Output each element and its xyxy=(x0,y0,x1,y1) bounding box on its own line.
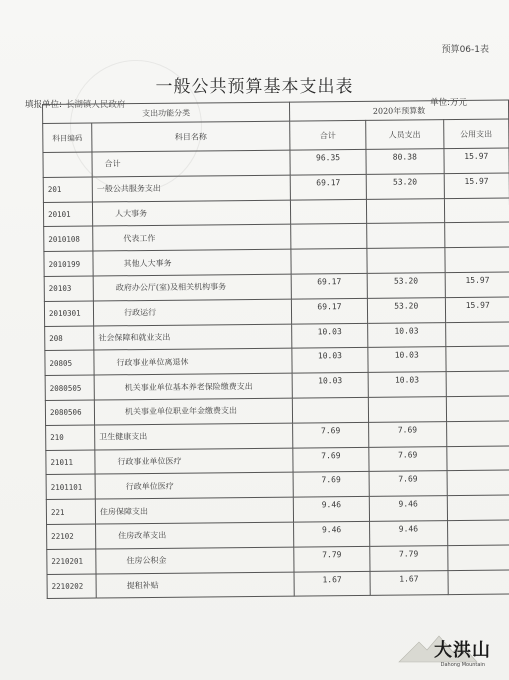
row-personnel: 7.79 xyxy=(370,545,448,571)
row-code: 2210201 xyxy=(47,549,96,574)
row-personnel: 9.46 xyxy=(370,521,448,547)
row-name: 社会保障和就业支出 xyxy=(94,324,292,351)
header-function-classification: 支出功能分类 xyxy=(43,102,290,123)
row-public: 15.97 xyxy=(444,173,509,198)
row-personnel xyxy=(368,397,446,423)
row-total: 1.67 xyxy=(294,571,370,597)
row-public xyxy=(446,446,509,471)
row-public xyxy=(447,470,509,495)
row-public: 15.97 xyxy=(445,272,509,297)
row-code: 2080506 xyxy=(45,400,94,425)
row-public xyxy=(444,198,509,223)
row-code: 221 xyxy=(46,499,95,524)
row-total: 7.69 xyxy=(293,422,369,448)
row-personnel: 10.03 xyxy=(368,322,446,348)
table-body xyxy=(43,148,509,599)
row-personnel: 7.69 xyxy=(369,471,447,497)
row-public xyxy=(444,247,509,272)
row-total: 7.69 xyxy=(293,447,369,473)
row-code: 208 xyxy=(45,326,94,351)
row-code: 21011 xyxy=(46,450,95,475)
row-personnel: 53.20 xyxy=(367,297,445,323)
row-total: 96.35 xyxy=(290,149,366,175)
row-total: 9.46 xyxy=(293,497,369,523)
row-name: 提租补贴 xyxy=(96,572,294,599)
row-code: 2210202 xyxy=(47,574,96,599)
row-total: 10.03 xyxy=(292,323,368,349)
header-budget-year: 2020年预算数 xyxy=(289,100,508,121)
row-name: 人大事务 xyxy=(92,200,290,227)
row-public xyxy=(446,421,509,446)
row-name: 卫生健康支出 xyxy=(95,423,293,450)
row-total: 10.03 xyxy=(292,348,368,374)
row-name: 合计 xyxy=(92,150,290,177)
row-code: 210 xyxy=(46,425,95,450)
row-public: 15.97 xyxy=(445,297,509,322)
row-personnel: 53.20 xyxy=(367,273,445,299)
row-total xyxy=(292,397,368,423)
header-code: 科目编码 xyxy=(43,123,92,152)
row-public xyxy=(447,545,509,570)
row-public xyxy=(447,520,509,545)
row-public: 15.97 xyxy=(444,148,509,173)
row-code: 201 xyxy=(43,177,92,202)
row-personnel: 10.03 xyxy=(368,372,446,398)
row-personnel xyxy=(367,248,445,274)
row-personnel: 1.67 xyxy=(370,570,448,596)
row-total: 9.46 xyxy=(293,521,369,547)
row-name: 行政运行 xyxy=(93,299,291,326)
row-code: 2010108 xyxy=(44,226,93,251)
row-total xyxy=(290,199,366,225)
row-personnel: 10.03 xyxy=(368,347,446,373)
row-public xyxy=(444,222,509,247)
row-name: 政府办公厅(室)及相关机构事务 xyxy=(93,274,291,301)
amount-unit: 单位:万元 xyxy=(430,98,467,108)
row-total: 10.03 xyxy=(292,373,368,399)
row-name: 住房改革支出 xyxy=(96,522,294,549)
reporting-unit-value: 长湖镇人民政府 xyxy=(65,100,126,110)
page-title: 一般公共预算基本支出表 xyxy=(155,77,354,97)
row-personnel xyxy=(366,198,444,224)
row-public xyxy=(446,371,509,396)
reporting-unit-label: 填报单位: xyxy=(25,100,62,110)
row-name: 行政事业单位医疗 xyxy=(95,448,293,475)
budget-table xyxy=(42,100,509,600)
form-number: 预算06-1表 xyxy=(441,45,489,55)
header-public: 公用支出 xyxy=(443,119,509,149)
row-name: 机关事业单位基本养老保险缴费支出 xyxy=(94,373,292,400)
row-name: 行政单位医疗 xyxy=(95,472,293,499)
table-row xyxy=(47,570,509,599)
table-subheader-row xyxy=(43,119,509,152)
row-code: 20805 xyxy=(45,350,94,375)
row-total: 69.17 xyxy=(291,273,367,299)
row-public xyxy=(445,346,509,371)
row-personnel: 53.20 xyxy=(366,173,444,199)
row-code: 20103 xyxy=(44,276,93,301)
row-public xyxy=(446,396,509,421)
row-total: 69.17 xyxy=(291,298,367,324)
row-total: 7.79 xyxy=(294,546,370,572)
row-public xyxy=(448,570,509,595)
row-name: 住房保障支出 xyxy=(95,497,293,524)
header-total: 合计 xyxy=(290,120,366,150)
row-total xyxy=(291,224,367,250)
row-code xyxy=(43,152,92,177)
row-name: 一般公共服务支出 xyxy=(92,175,290,202)
row-code: 20101 xyxy=(43,202,92,227)
row-public xyxy=(447,495,509,520)
row-total: 7.69 xyxy=(293,472,369,498)
logo-subtitle: Dahong Mountain xyxy=(440,662,485,668)
row-code: 2010301 xyxy=(44,301,93,326)
row-name: 行政事业单位离退休 xyxy=(94,348,292,375)
row-personnel: 7.69 xyxy=(369,446,447,472)
row-public xyxy=(445,322,509,347)
row-code: 2101101 xyxy=(46,474,95,499)
row-total: 69.17 xyxy=(290,174,366,200)
row-personnel xyxy=(367,223,445,249)
row-personnel: 9.46 xyxy=(369,496,447,522)
row-code: 2010199 xyxy=(44,251,93,276)
row-name: 代表工作 xyxy=(93,225,291,252)
row-personnel: 7.69 xyxy=(369,421,447,447)
row-total xyxy=(291,249,367,275)
row-code: 22102 xyxy=(47,524,96,549)
header-personnel: 人员支出 xyxy=(366,120,444,150)
row-code: 2080505 xyxy=(45,375,94,400)
row-personnel: 80.38 xyxy=(366,149,444,175)
header-name: 科目名称 xyxy=(92,121,290,152)
row-name: 机关事业单位职业年金缴费支出 xyxy=(94,398,292,425)
row-name: 其他人大事务 xyxy=(93,249,291,276)
row-name: 住房公积金 xyxy=(96,547,294,574)
logo-text: 大洪山 xyxy=(434,640,491,661)
